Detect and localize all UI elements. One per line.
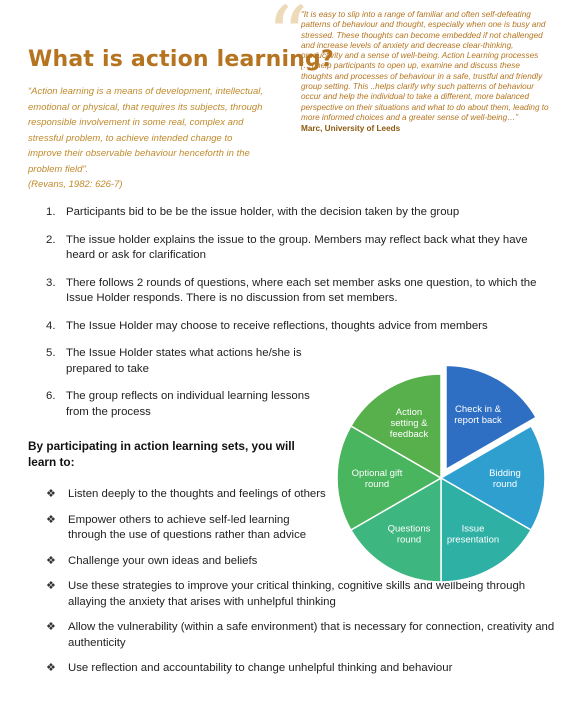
step-text: The Issue Holder may choose to receive reflections, thoughts advice from members bbox=[66, 319, 488, 332]
bullet-text: Challenge your own ideas and beliefs bbox=[68, 554, 258, 567]
page-title: What is action learning? bbox=[28, 47, 334, 72]
list-item bbox=[46, 487, 328, 503]
diamond-bullet-icon: ❖ bbox=[46, 554, 56, 567]
pie-slice-label: Check in & report back bbox=[454, 403, 502, 426]
list-item bbox=[46, 276, 556, 307]
step-number: 1. bbox=[46, 206, 56, 218]
diamond-bullet-icon: ❖ bbox=[46, 621, 56, 633]
pie-slice-label: Questions round bbox=[387, 523, 431, 546]
step-number: 2. bbox=[46, 233, 56, 246]
step-number: 5. bbox=[46, 347, 56, 359]
step-number: 3. bbox=[46, 276, 56, 289]
learn-heading: By participating in action learning sets, you will learn to: bbox=[28, 439, 295, 469]
testimonial-text: “It is easy to slip into a range of familiar and often self-defeating patterns of behaviour and thought, especially when one is busy and stressed. These thoughts can become embedded if not challenged and increase levels of anxiety and decrease clear-thinking, productivity and a sense of well-being. Action Learning processes […] help participants to open up, examine and discuss these thoughts and processes of behaviour in a safe, trustful and friendly group setting. This ..helps clarify why such patterns of behaviour occur and help the individual to take a different, more balanced perspective on their situations and what to do about them, leading to more informed choices and a greater sense of well-being…” bbox=[301, 10, 549, 122]
action-learning-cycle-pie-chart bbox=[336, 360, 566, 590]
bullet-text: Listen deeply to the thoughts and feelings of others bbox=[68, 488, 326, 500]
list-item bbox=[46, 205, 556, 221]
testimonial-author: Marc, University of Leeds bbox=[301, 124, 401, 134]
bullet-text: Allow the vulnerability (within a safe environment) that is necessary for connection, creativity and authenticity bbox=[68, 621, 555, 649]
step-number: 4. bbox=[46, 319, 56, 332]
step-text: The issue holder explains the issue to the group. Members may reflect back what they have heard or ask for clarification bbox=[66, 233, 528, 261]
list-item bbox=[46, 389, 311, 420]
list-item bbox=[46, 233, 556, 264]
bullet-text: Empower others to achieve self-led learning through the use of questions rather than advice bbox=[68, 513, 307, 541]
list-item bbox=[46, 661, 556, 677]
step-text: The Issue Holder states what actions he/she is prepared to take bbox=[66, 347, 302, 375]
pie-slice-label: Issue presentation bbox=[446, 523, 500, 546]
list-item bbox=[46, 319, 556, 335]
quote-mark-icon: “ bbox=[267, 0, 308, 82]
step-text: Participants bid to be be the issue holder, with the decision taken by the group bbox=[66, 206, 460, 218]
bullet-text: Use these strategies to improve your critical thinking, cognitive skills and wellbeing through allaying the anxiety that arises with unhelpful thinking bbox=[68, 580, 526, 608]
definition-quote bbox=[28, 84, 268, 193]
list-item bbox=[46, 346, 311, 377]
definition-text: “Action learning is a means of development, intellectual, emotional or physical, that requires its subjects, through responsible involvement in some real, complex and stressful problem, to achieve intended change to improve their observable behaviour henceforth in the problem field”. bbox=[28, 86, 263, 175]
diamond-bullet-icon: ❖ bbox=[46, 513, 56, 526]
diamond-bullet-icon: ❖ bbox=[46, 488, 56, 500]
step-text: There follows 2 rounds of questions, where each set member asks one question, to which the Issue Holder responds. There is no discussion from set members. bbox=[66, 276, 537, 304]
diamond-bullet-icon: ❖ bbox=[46, 580, 56, 592]
list-item bbox=[46, 620, 556, 651]
step-number: 6. bbox=[46, 390, 56, 402]
definition-citation: (Revans, 1982: 626-7) bbox=[28, 179, 123, 190]
pie-slice-label: Optional gift round bbox=[351, 468, 403, 490]
bullet-text: Use reflection and accountability to change unhelpful thinking and behaviour bbox=[68, 662, 453, 674]
diamond-bullet-icon: ❖ bbox=[46, 662, 56, 674]
step-text: The group reflects on individual learning lessons from the process bbox=[66, 390, 310, 418]
pie-slice-label: Action setting & feedback bbox=[389, 407, 429, 441]
testimonial-quote bbox=[301, 10, 551, 135]
pie-slice-label: Bidding round bbox=[489, 468, 521, 490]
list-item bbox=[46, 513, 328, 544]
